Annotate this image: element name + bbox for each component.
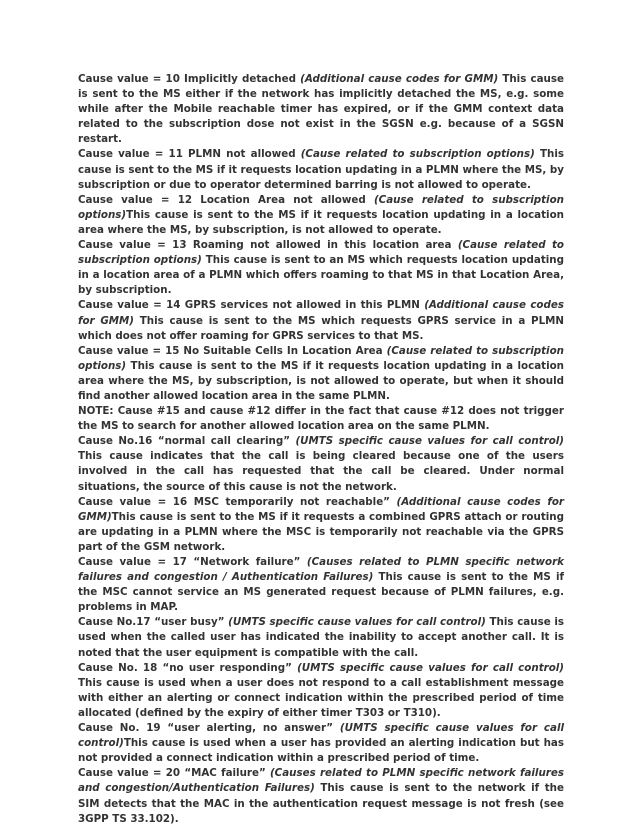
cause-heading: Cause value = 15 No Suitable Cells In Location Area: [78, 344, 387, 357]
note-text: NOTE: Cause #15 and cause #12 differ in the fact that cause #12 does not trigger the MS to search for another allowed location area on the same PLMN.: [78, 405, 564, 433]
cause-description: This cause is used when a user has provided an alerting indication but has not provided a connect indication within a prescribed period of time.: [78, 737, 564, 765]
cause-category: (UMTS specific cause values for call control): [228, 616, 486, 629]
cause-heading: Cause value = 16 MSC temporarily not reachable”: [78, 495, 397, 508]
cause-description: This cause is sent to the MS either if the network has implicitly detached the MS, e.g. some while after the Mobile reachable timer has expired, or if the GMM context data related to the subscription dose not exist in the SGSN e.g. because of a SGSN restart.: [78, 73, 564, 146]
paragraph-cause-12: [78, 193, 564, 238]
cause-category: (UMTS specific cause values for call control): [78, 722, 565, 750]
cause-category: (Cause related to subscription options): [300, 148, 535, 161]
paragraph-cause-13: [78, 238, 564, 298]
cause-heading: Cause value = 11 PLMN not allowed: [78, 148, 301, 161]
cause-description: This cause is sent to the MS if it requests location updating in a location area where the MS, by subscription, is not allowed to operate, but when it should find another allowed location area in the same PLMN.: [78, 359, 564, 402]
cause-category: (Additional cause codes for GMM): [300, 73, 499, 85]
cause-category: (Additional cause codes for GMM): [78, 495, 564, 523]
paragraph-cause-no-16: [78, 434, 564, 494]
cause-heading: Cause No.17 “user busy”: [78, 616, 229, 629]
cause-description: This cause is used when a user does not respond to a call establishment message with either an alerting or connect indication within the prescribed period of time allocated (defined by the expiry of either timer T303 or T310).: [78, 676, 564, 719]
paragraph-cause-14: [78, 298, 564, 343]
cause-description: This cause is sent to the network if the SIM detects that the MAC in the authentication request message is not fresh (see 3GPP TS 33.102).: [78, 782, 564, 825]
cause-description: This cause is sent to the MS if it requests location updating in a PLMN where the MS, by subscription or due to operator determined barring is not allowed to operate.: [78, 148, 564, 191]
cause-description: This cause is sent to an MS which requests location updating in a location area of a PLMN which offers roaming to that MS in that Location Area, by subscription.: [78, 254, 564, 297]
paragraph-cause-20: [78, 766, 564, 826]
cause-heading: Cause value = 17 “Network failure”: [78, 556, 307, 568]
paragraph-cause-10: [78, 72, 564, 147]
cause-description: This cause is sent to the MS if it requests location updating in a location area where the MS, by subscription, is not allowed to operate.: [78, 208, 564, 236]
paragraph-cause-no-17: [78, 615, 564, 660]
cause-heading: Cause value = 13 Roaming not allowed in this location area: [78, 239, 458, 252]
cause-category: (Causes related to PLMN specific network failures and congestion / Authentication Failures): [78, 556, 564, 584]
cause-heading: Cause value = 12 Location Area not allowed: [78, 193, 374, 206]
cause-category: (UMTS specific cause values for call control): [297, 661, 565, 674]
paragraph-cause-no-19: [78, 721, 564, 766]
cause-description: This cause is sent to the MS which requests GPRS service in a PLMN which does not offer roaming for GPRS services to that MS.: [78, 314, 564, 342]
cause-heading: Cause No. 18 “no user responding”: [78, 661, 298, 674]
cause-heading: Cause No.16 “normal call clearing”: [78, 435, 296, 448]
paragraph-cause-17: [78, 555, 564, 615]
cause-category: (UMTS specific cause values for call control): [295, 435, 565, 448]
cause-category: (Additional cause codes for GMM): [78, 299, 564, 327]
document-body: [78, 72, 564, 827]
cause-category: (Cause related to subscription options): [78, 239, 564, 267]
paragraph-cause-no-18: [78, 661, 564, 721]
paragraph-cause-15: [78, 344, 564, 404]
cause-description: This cause is sent to the MS if the MSC cannot service an MS generated request because of PLMN failures, e.g. problems in MAP.: [78, 571, 564, 614]
cause-description: This cause is sent to the MS if it requests a combined GPRS attach or routing are updating in a PLMN where the MSC is temporarily not reachable via the GPRS part of the GSM network.: [78, 510, 564, 553]
cause-category: (Cause related to subscription options): [78, 344, 564, 372]
paragraph-note: [78, 404, 564, 434]
cause-heading: Cause value = 20 “MAC failure”: [78, 767, 270, 780]
cause-category: (Causes related to PLMN specific network failures and congestion/Authentication Failures): [78, 767, 564, 795]
cause-heading: Cause value = 14 GPRS services not allowed in this PLMN: [78, 299, 425, 312]
cause-category: (Cause related to subscription options): [78, 193, 564, 221]
paragraph-cause-11: [78, 147, 564, 192]
cause-heading: Cause value = 10 Implicitly detached: [78, 73, 301, 85]
cause-heading: Cause No. 19 “user alerting, no answer”: [78, 722, 340, 735]
cause-description: This cause is used when the called user has indicated the inability to accept another call. It is noted that the user equipment is compatible with the call.: [78, 616, 565, 659]
cause-description: This cause indicates that the call is being cleared because one of the users involved in the call has requested that the call be cleared. Under normal situations, the source of this cause is not the network.: [78, 450, 564, 493]
paragraph-cause-16: [78, 495, 564, 555]
